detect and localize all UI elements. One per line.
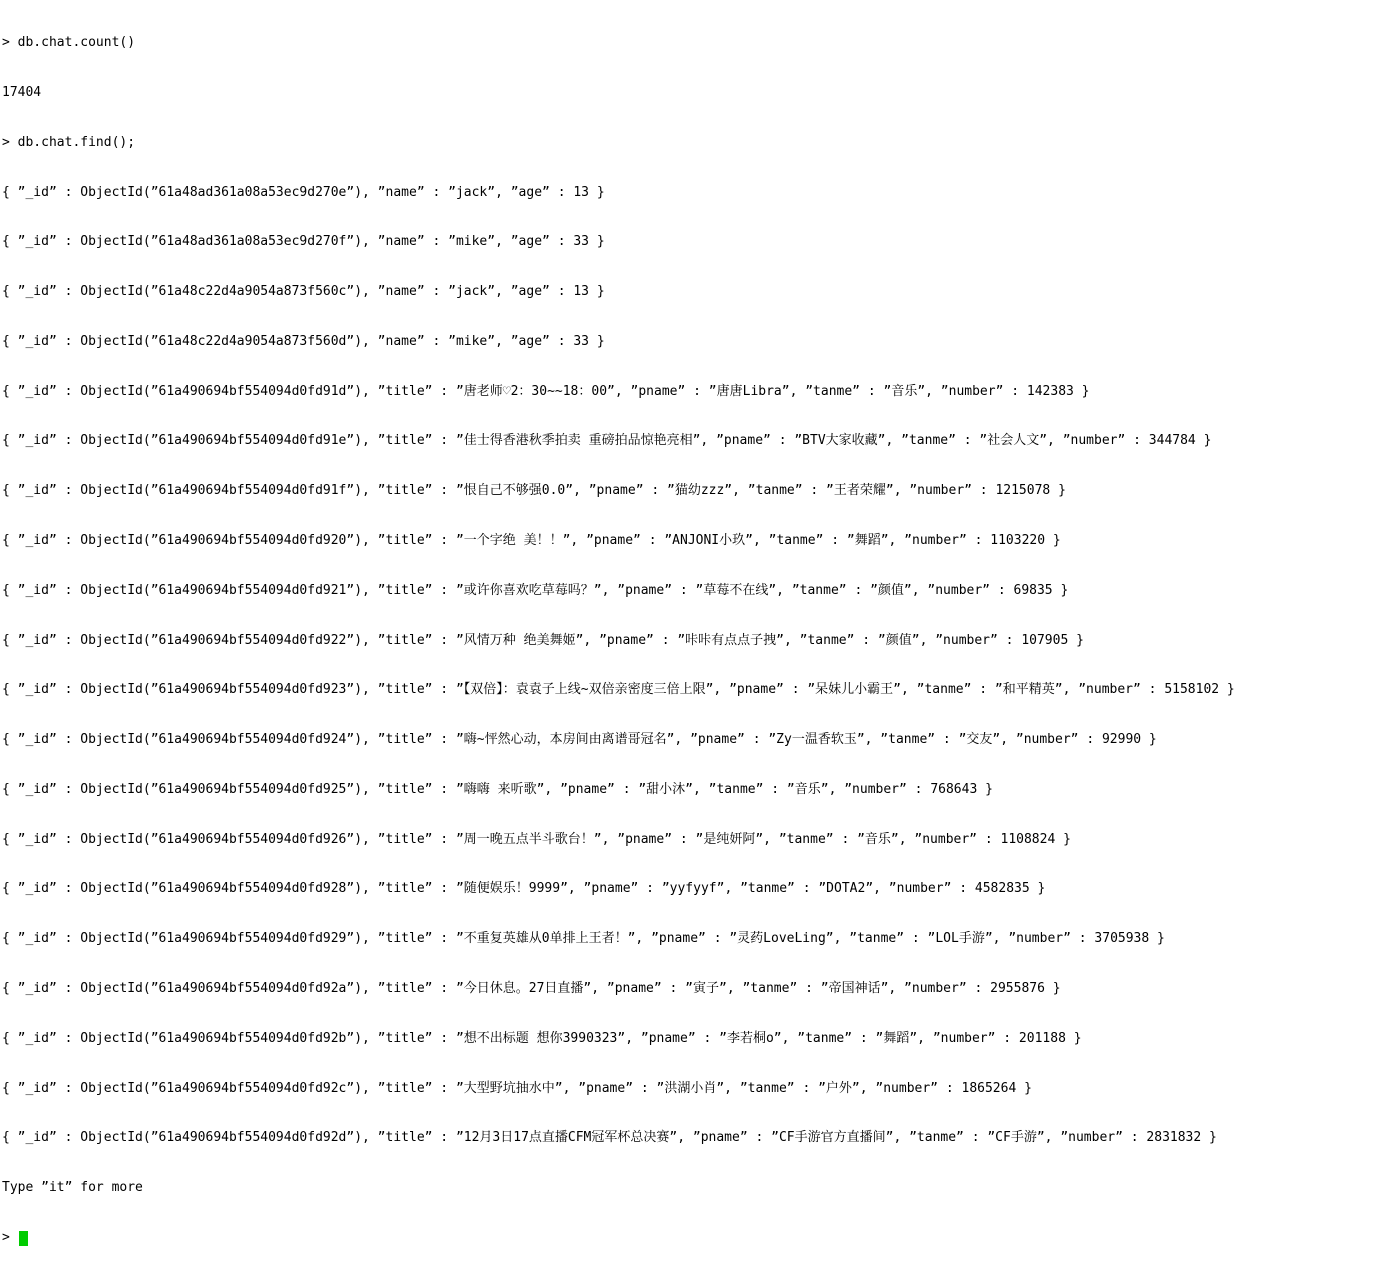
document-line: { ”_id” : ObjectId(”61a490694bf554094d0fd924”), ”title” : ”嗨~怦然心动，本房间由离谱哥冠名”, ”pname” : ”Zy一温香软玉”, ”tanme” : ”交友”, ”number” : 92990 } [2,732,1157,748]
document-line: { ”_id” : ObjectId(”61a48c22d4a9054a873f560c”), ”name” : ”jack”, ”age” : 13 } [2,284,605,300]
shell-command-count: > db.chat.count() [2,35,136,51]
document-line: { ”_id” : ObjectId(”61a48ad361a08a53ec9d270f”), ”name” : ”mike”, ”age” : 33 } [2,234,605,250]
prompt-line[interactable] [2,1230,1375,1247]
document-line: { ”_id” : ObjectId(”61a490694bf554094d0fd920”), ”title” : ”一个字绝 美！！”, ”pname” : ”ANJONI小玖”, ”tanme” : ”舞蹈”, ”number” : 1103220 } [2,533,1061,548]
terminal-cursor [19,1231,28,1246]
document-line: { ”_id” : ObjectId(”61a490694bf554094d0fd91f”), ”title” : ”恨自己不够强0.0”, ”pname” : ”猫幼zzz”, ”tanme” : ”王者荣耀”, ”number” : 1215078 } [2,483,1066,499]
document-line: { ”_id” : ObjectId(”61a490694bf554094d0fd923”), ”title” : ”【双倍】：袁袁子上线~双倍亲密度三倍上限”, ”pname” : ”呆妹儿小霸王”, ”tanme” : ”和平精英”, ”number” : 5158102 } [2,682,1235,698]
count-result: 17404 [2,84,42,100]
document-line: { ”_id” : ObjectId(”61a490694bf554094d0fd92d”), ”title” : ”12月3日17点直播CFM冠军杯总决赛”, ”pname” : ”CF手游官方直播间”, ”tanme” : ”CF手游”, ”number” : 2831832 } [2,1130,1217,1146]
document-line: { ”_id” : ObjectId(”61a48ad361a08a53ec9d270e”), ”name” : ”jack”, ”age” : 13 } [2,184,605,200]
document-line: { ”_id” : ObjectId(”61a490694bf554094d0fd926”), ”title” : ”周一晚五点半斗歌台！”, ”pname” : ”是纯妍阿”, ”tanme” : ”音乐”, ”number” : 1108824 } [2,831,1071,847]
document-line: { ”_id” : ObjectId(”61a490694bf554094d0fd92a”), ”title” : ”今日休息。27日直播”, ”pname” : ”寅子”, ”tanme” : ”帝国神话”, ”number” : 2955876 } [2,981,1061,997]
document-line: { ”_id” : ObjectId(”61a490694bf554094d0fd922”), ”title” : ”风情万种 绝美舞姬”, ”pname” : ”咔咔有点点子拽”, ”tanme” : ”颜值”, ”number” : 107905 } [2,632,1084,648]
shell-command-find: > db.chat.find(); [2,134,136,150]
document-line: { ”_id” : ObjectId(”61a490694bf554094d0fd91e”), ”title” : ”佳士得香港秋季拍卖 重磅拍品惊艳亮相”, ”pname” : ”BTV大家收藏”, ”tanme” : ”社会人文”, ”number” : 344784 } [2,433,1212,449]
document-line: { ”_id” : ObjectId(”61a490694bf554094d0fd929”), ”title” : ”不重复英雄从0单排上王者！”, ”pname” : ”灵药LoveLing”, ”tanme” : ”LOL手游”, ”number” : 3705938 } [2,931,1165,947]
document-line: { ”_id” : ObjectId(”61a48c22d4a9054a873f560d”), ”name” : ”mike”, ”age” : 33 } [2,333,605,349]
document-line: { ”_id” : ObjectId(”61a490694bf554094d0fd92c”), ”title” : ”大型野坑抽水中”, ”pname” : ”洪湖小肖”, ”tanme” : ”户外”, ”number” : 1865264 } [2,1080,1032,1096]
shell-prompt: > [2,1229,18,1245]
document-line: { ”_id” : ObjectId(”61a490694bf554094d0fd921”), ”title” : ”或许你喜欢吃草莓吗？”, ”pname” : ”草莓不在线”, ”tanme” : ”颜值”, ”number” : 69835 } [2,582,1069,598]
document-line: { ”_id” : ObjectId(”61a490694bf554094d0fd91d”), ”title” : ”唐老师♡2：30~~18：00”, ”pname” : ”唐唐Libra”, ”tanme” : ”音乐”, ”number” : 142383 } [2,383,1090,399]
more-hint: Type ”it” for more [2,1180,143,1196]
document-line: { ”_id” : ObjectId(”61a490694bf554094d0fd92b”), ”title” : ”想不出标题 想你3990323”, ”pname” : ”李若桐o”, ”tanme” : ”舞蹈”, ”number” : 201188 } [2,1030,1082,1046]
document-line: { ”_id” : ObjectId(”61a490694bf554094d0fd928”), ”title” : ”随便娱乐！9999”, ”pname” : ”yyfyyf”, ”tanme” : ”DOTA2”, ”number” : 4582835 } [2,881,1046,897]
document-line: { ”_id” : ObjectId(”61a490694bf554094d0fd925”), ”title” : ”嗨嗨 来听歌”, ”pname” : ”甜小沐”, ”tanme” : ”音乐”, ”number” : 768643 } [2,781,993,797]
